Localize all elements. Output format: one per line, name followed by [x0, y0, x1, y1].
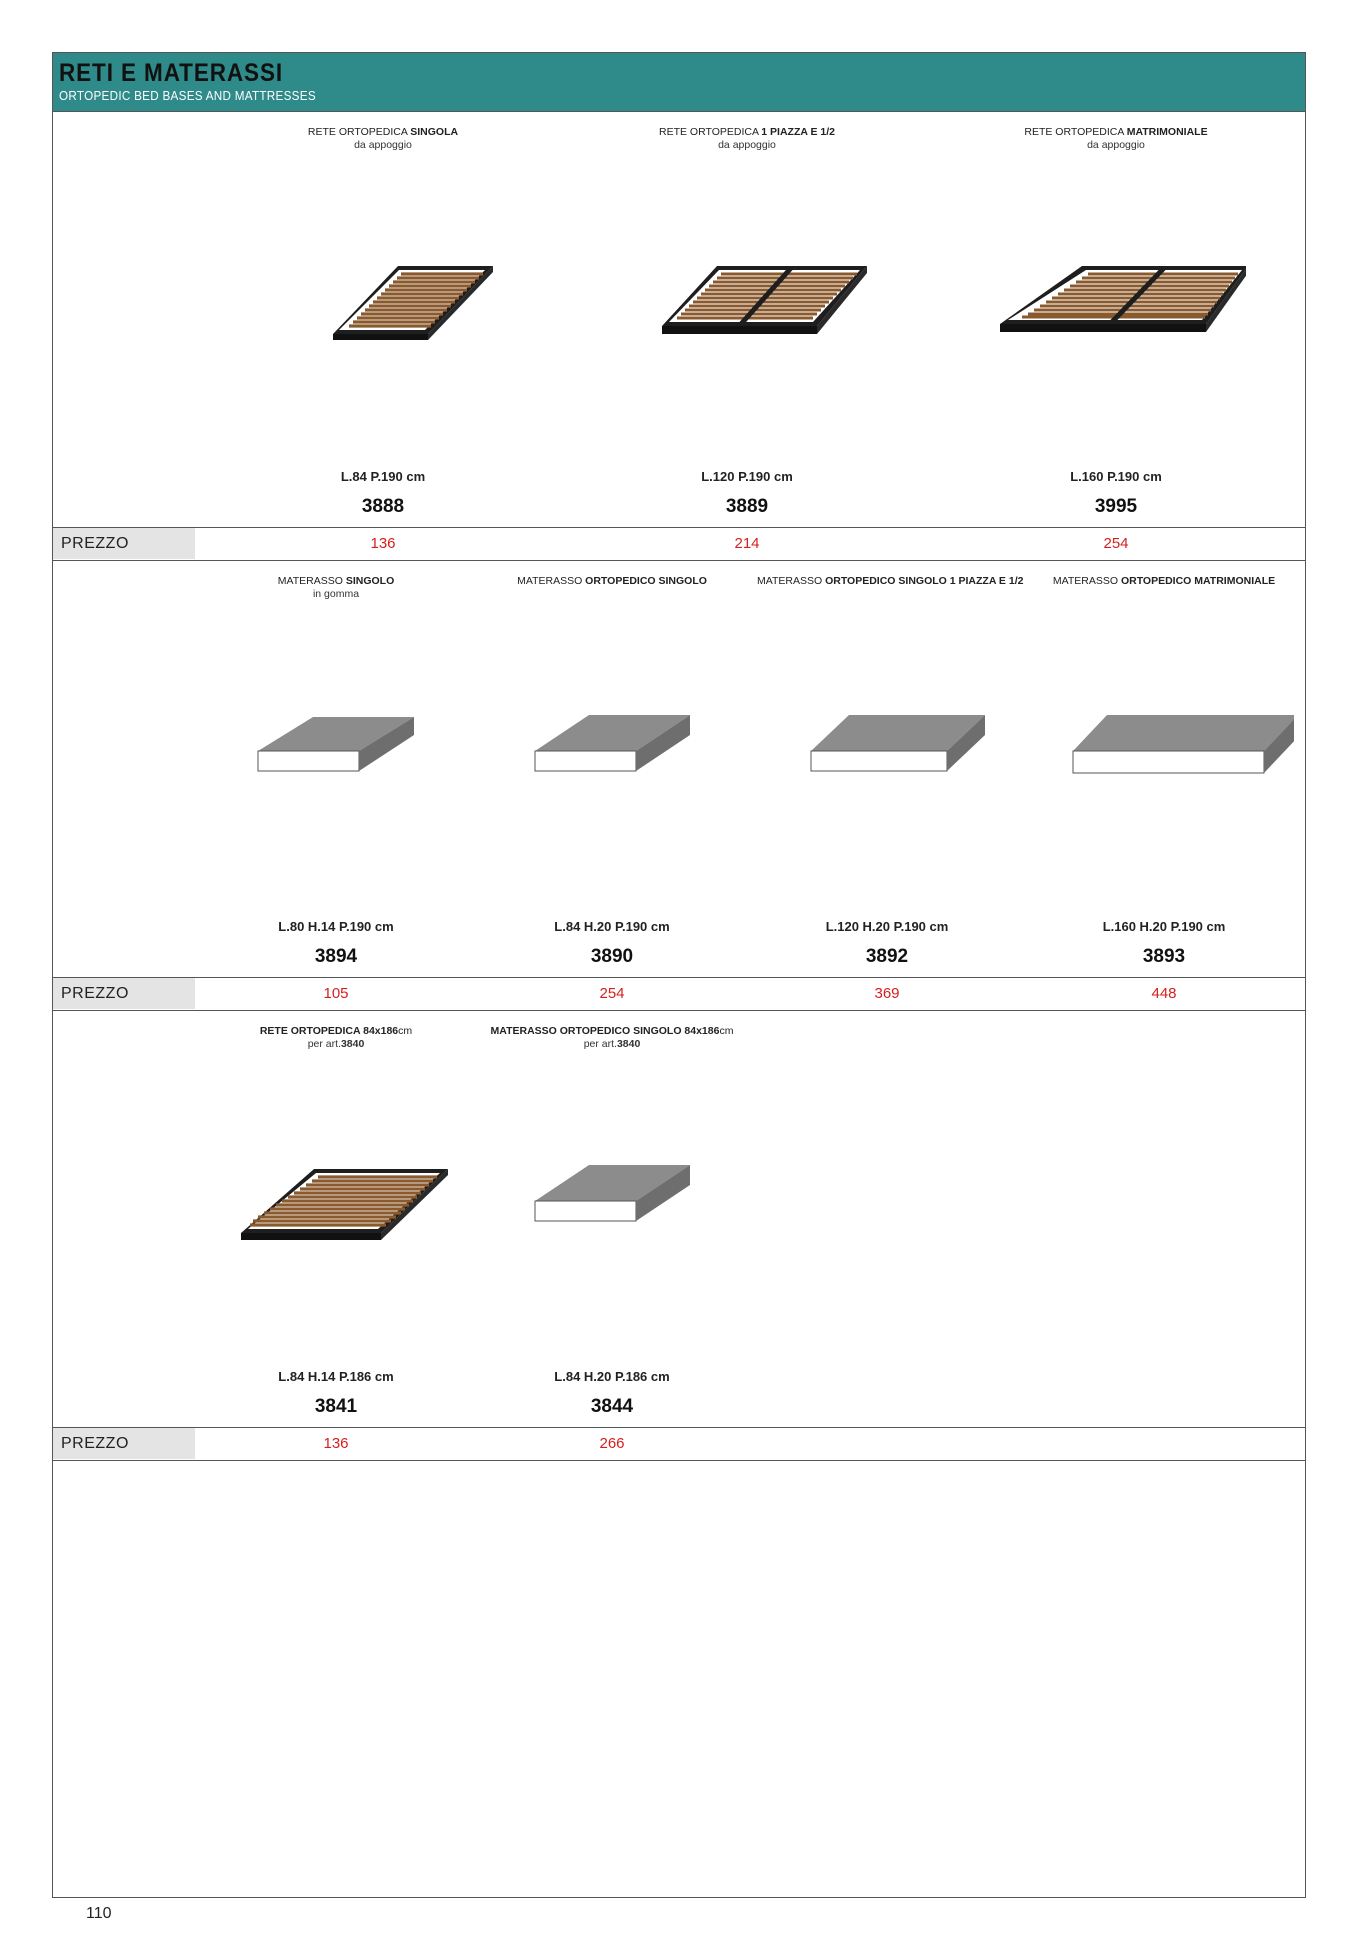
product-title: RETE ORTOPEDICA MATRIMONIALE — [1024, 126, 1208, 138]
product-dimensions: L.84 P.190 cm — [340, 469, 426, 484]
slatted-base-image — [986, 260, 1246, 360]
slatted-base-image — [206, 1161, 466, 1261]
product-card — [206, 561, 466, 978]
section-mattresses — [53, 561, 1305, 978]
product-card — [617, 112, 877, 528]
product-price: 214 — [734, 535, 760, 552]
product-card — [482, 1011, 742, 1428]
product-dimensions: L.160 P.190 cm — [1070, 469, 1162, 484]
product-title: MATERASSO ORTOPEDICO SINGOLO 84x186cm — [490, 1025, 734, 1037]
product-card — [757, 561, 1024, 978]
product-subtitle: in gomma — [312, 588, 360, 600]
price-row — [53, 528, 1305, 561]
product-dimensions: L.160 H.20 P.190 cm — [1102, 919, 1226, 934]
price-row — [53, 978, 1305, 1011]
product-code: 3893 — [1142, 946, 1186, 967]
slatted-base-image — [617, 260, 877, 360]
product-subtitle: da appoggio — [718, 139, 776, 151]
product-subtitle: per art.3840 — [307, 1038, 365, 1050]
product-price: 369 — [874, 985, 900, 1002]
product-price: 136 — [370, 535, 396, 552]
page-number: 110 — [86, 1905, 112, 1922]
product-price: 448 — [1151, 985, 1177, 1002]
product-price: 254 — [599, 985, 625, 1002]
product-code: 3888 — [361, 496, 405, 517]
product-dimensions: L.84 H.14 P.186 cm — [278, 1369, 394, 1384]
product-code: 3892 — [865, 946, 909, 967]
product-card — [482, 561, 742, 978]
product-code: 3995 — [1094, 496, 1138, 517]
product-title: MATERASSO ORTOPEDICO SINGOLO — [517, 575, 707, 587]
price-label: PREZZO — [53, 528, 195, 559]
product-card — [1034, 561, 1294, 978]
catalog-page-frame — [52, 52, 1306, 1898]
product-dimensions: L.120 H.20 P.190 cm — [825, 919, 949, 934]
section-bed-bases — [53, 112, 1305, 528]
mattress-image — [482, 709, 742, 799]
product-code: 3889 — [725, 496, 769, 517]
page-title: RETI E MATERASSI — [59, 59, 284, 87]
product-subtitle: da appoggio — [354, 139, 412, 151]
product-subtitle: per art.3840 — [583, 1038, 641, 1050]
product-dimensions: L.84 H.20 P.190 cm — [554, 919, 670, 934]
price-label: PREZZO — [53, 1428, 195, 1459]
product-price: 254 — [1103, 535, 1129, 552]
page-header — [53, 53, 1305, 112]
product-title: MATERASSO ORTOPEDICO SINGOLO 1 PIAZZA E 1/2 — [757, 575, 1024, 587]
product-dimensions: L.80 H.14 P.190 cm — [278, 919, 394, 934]
product-title: MATERASSO ORTOPEDICO MATRIMONIALE — [1052, 575, 1276, 587]
product-title: RETE ORTOPEDICA 84x186cm — [259, 1025, 413, 1037]
product-price: 136 — [323, 1435, 349, 1452]
product-title: RETE ORTOPEDICA 1 PIAZZA E 1/2 — [658, 126, 836, 138]
product-code: 3841 — [314, 1396, 358, 1417]
product-code: 3844 — [590, 1396, 634, 1417]
product-title: MATERASSO SINGOLO — [277, 575, 395, 587]
product-subtitle: da appoggio — [1087, 139, 1145, 151]
mattress-image — [757, 709, 1017, 799]
product-card — [206, 1011, 466, 1428]
product-code: 3890 — [590, 946, 634, 967]
price-row — [53, 1428, 1305, 1461]
product-code: 3894 — [314, 946, 358, 967]
mattress-image — [1034, 709, 1294, 799]
product-card — [986, 112, 1246, 528]
mattress-image — [482, 1159, 742, 1249]
section-art-3840 — [53, 1011, 1305, 1428]
product-card — [253, 112, 513, 528]
page-subtitle: ORTOPEDIC BED BASES AND MATTRESSES — [59, 88, 316, 103]
product-dimensions: L.120 P.190 cm — [701, 469, 793, 484]
price-label: PREZZO — [53, 978, 195, 1009]
product-price: 105 — [323, 985, 349, 1002]
slatted-base-image — [253, 262, 513, 362]
mattress-image — [206, 709, 466, 799]
product-price: 266 — [599, 1435, 625, 1452]
product-dimensions: L.84 H.20 P.186 cm — [554, 1369, 670, 1384]
product-title: RETE ORTOPEDICA SINGOLA — [307, 126, 459, 138]
